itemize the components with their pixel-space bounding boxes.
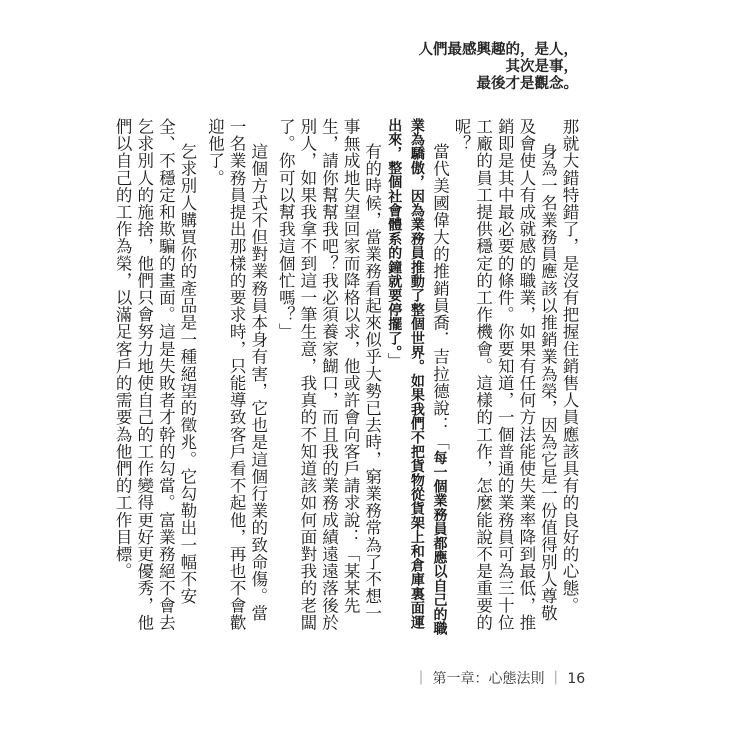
chapter-title: 第一章：心態法則: [432, 671, 545, 687]
paragraph-1: 那就大錯特錯了，是沒有把握住銷售人員應該具有的良好的心態。: [560, 118, 579, 614]
paragraph-3: [383, 118, 451, 638]
vertical-body-text: [113, 118, 580, 638]
page-number: 16: [567, 671, 586, 687]
bold-quote: 每一個業務員都應以自己的職業為驕傲，因為業務員推動了整個世界。如果我們不把貨物從貨架上和倉庫裏面運出來，整個社會體系的鐘就要停擺了。: [386, 118, 448, 636]
paragraph-3-intro: 當代美國偉大的推銷員喬．吉拉德說：「: [430, 142, 450, 451]
paragraph-5: 這個方式不但對業務員本身有害，它也是這個行業的致命傷。當一名業務員提出那樣的要求時，只能導致客戶看不起他，再也不會歡迎他了。: [205, 118, 268, 631]
paragraph-4: 有的時候，當業務看起來似乎大勢已去時，窮業務常為了不想一事無成地失望回家而降格以求，他或許會向客戶請求說：「某某先生，請你幫幫我吧？我必須養家餬口，而且我的業務成績遠遠落後於別人，如果我拿不到這一筆生意，我真的不知道該如何面對我的老闆了。你可以幫我這個忙嗎？」: [276, 118, 382, 631]
paragraph-3-close: 」: [385, 352, 405, 370]
paragraph-6: 乞求別人購買你的產品是一種絕望的徵兆。它勾勒出一幅不安全、不穩定和欺騙的畫面。這是失敗者才幹的勾當。富業務絕不會去乞求別人的施捨，他們只會努力地使自己的工作變得更好更優秀，他們以自己的工作為榮，以滿足客戶的需要為他們的工作目標。: [113, 118, 197, 631]
epigraph-line-1: 人們最感興趣的，是人，: [418, 42, 578, 58]
epigraph-line-3: 最後才是觀念。: [476, 76, 578, 92]
footer-divider-left: ｜: [414, 671, 428, 687]
footer-divider-right: ｜: [548, 671, 563, 687]
epigraph: [419, 42, 579, 93]
epigraph-line-2: 其次是事，: [505, 59, 578, 75]
page-footer: [414, 668, 585, 688]
paragraph-2: 身為一名業務員應該以推銷業為榮，因為它是一份值得別人尊敬及會使人有成就感的職業，如果有任何方法能使失業率降到最低，推銷即是其中最必要的條件。你要知道，一個普通的業務員可為三十位工廠的員工提供穩定的工作機會。這樣的工作，怎麼能說不是重要的呢？: [452, 118, 558, 631]
